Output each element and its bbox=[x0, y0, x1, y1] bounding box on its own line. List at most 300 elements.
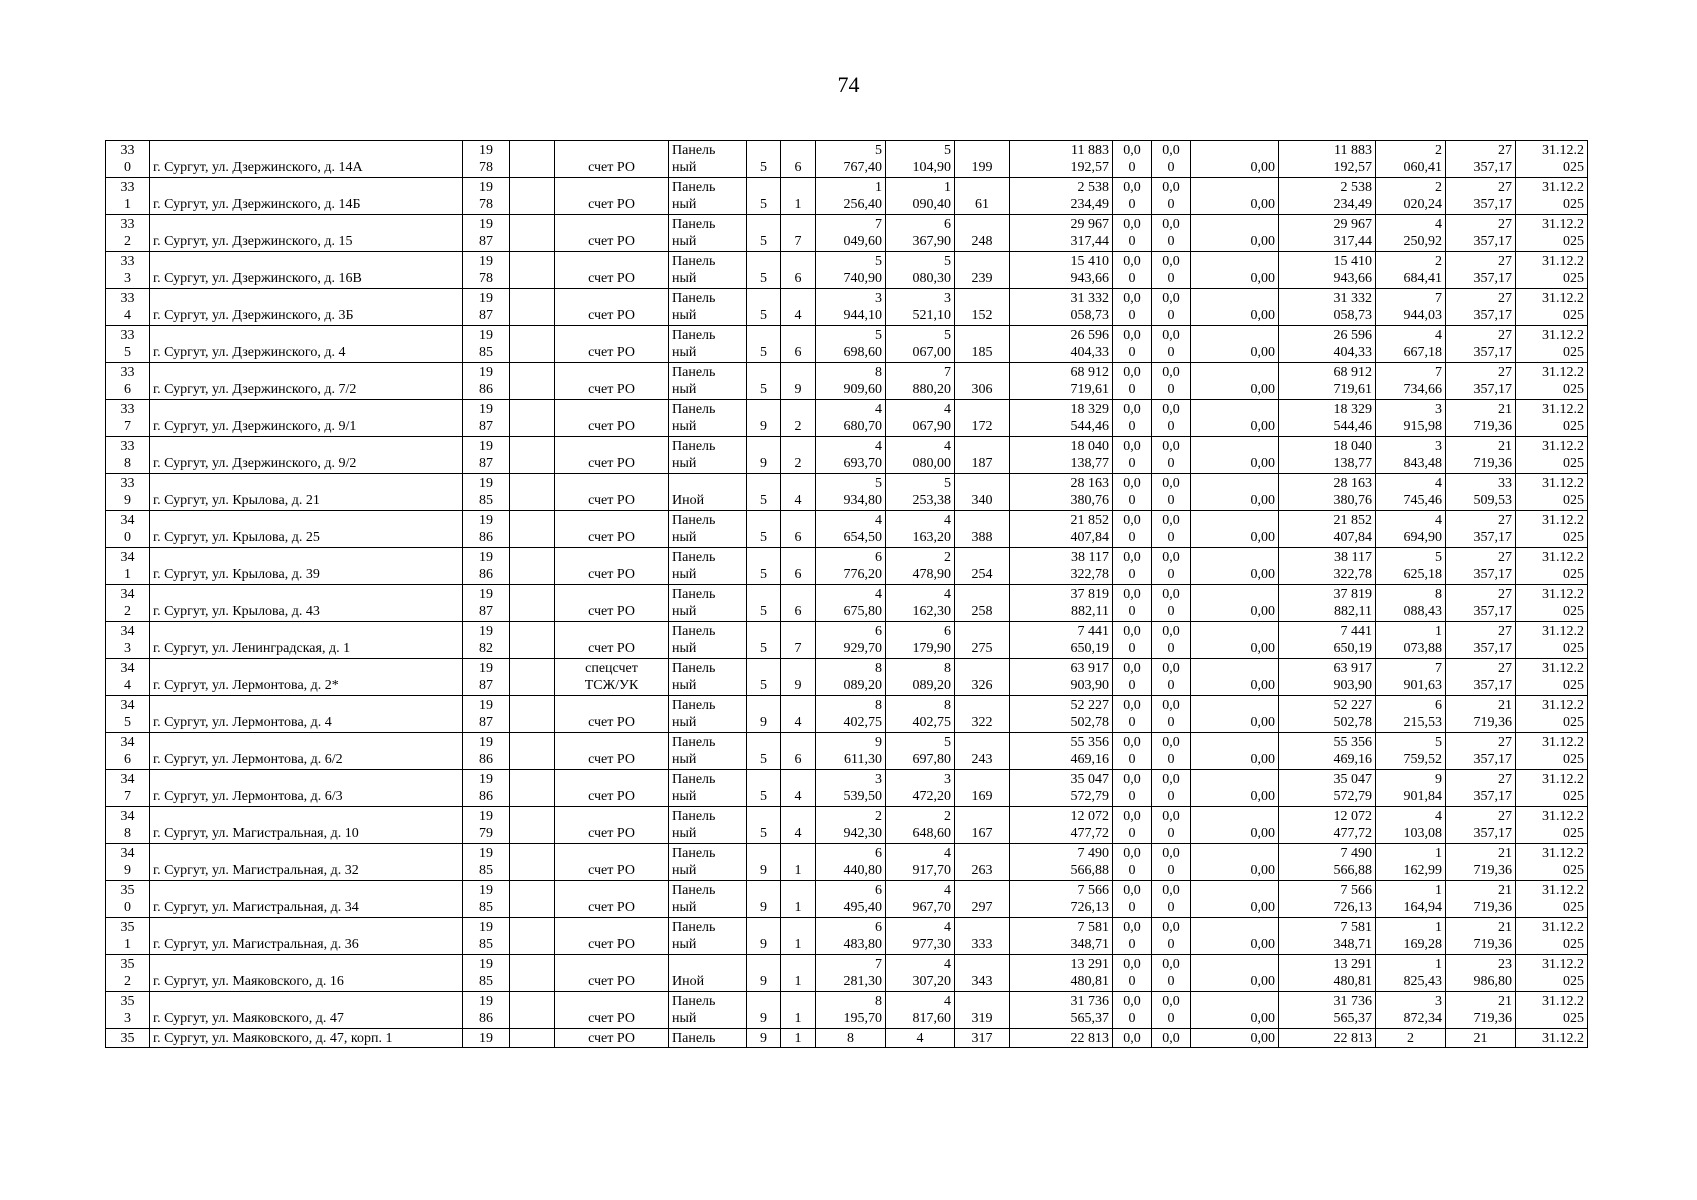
total-area-line-1: 4 bbox=[875, 439, 882, 454]
other-sources-line-1 bbox=[1194, 845, 1275, 862]
fund-share-2-line-2: 0 bbox=[1167, 715, 1175, 730]
other-sources bbox=[1191, 918, 1279, 955]
cost-per-sqm-line-2: 020,24 bbox=[1403, 197, 1442, 212]
completion-date bbox=[1516, 548, 1588, 585]
build-year-line-2: 87 bbox=[479, 419, 493, 434]
other-sources-line-1 bbox=[1194, 216, 1275, 233]
limit-cost bbox=[1446, 585, 1516, 622]
other-sources-line-1 bbox=[1194, 475, 1275, 492]
limit-cost-line-1: 33 bbox=[1498, 476, 1512, 491]
completion-date bbox=[1516, 141, 1588, 178]
cost-per-sqm bbox=[1376, 659, 1446, 696]
fund-share-1 bbox=[1113, 363, 1152, 400]
residents-line-2: 185 bbox=[971, 345, 993, 360]
wall-material bbox=[669, 955, 747, 992]
row-number-line-2: 0 bbox=[124, 530, 131, 545]
limit-cost bbox=[1446, 548, 1516, 585]
fund-share-1 bbox=[1113, 918, 1152, 955]
other-sources-line-1 bbox=[1194, 253, 1275, 270]
entrances-line-1 bbox=[784, 845, 812, 862]
other-sources-line-2: 0,00 bbox=[1250, 493, 1275, 508]
residents-line-2: 333 bbox=[971, 937, 993, 952]
total-area-line-1: 8 bbox=[875, 661, 882, 676]
other-sources bbox=[1191, 955, 1279, 992]
entrances bbox=[781, 659, 816, 696]
address-cell-line-1 bbox=[153, 956, 459, 973]
other-sources-line-1 bbox=[1194, 808, 1275, 825]
empty-cell-line-2 bbox=[513, 862, 551, 879]
cost-per-sqm-line-2: 734,66 bbox=[1403, 382, 1442, 397]
owner-funds-line-2: 566,88 bbox=[1333, 863, 1372, 878]
total-cost-line-1: 29 967 bbox=[1070, 217, 1109, 232]
owner-funds-line-1: 11 883 bbox=[1334, 143, 1372, 158]
cost-per-sqm bbox=[1376, 326, 1446, 363]
limit-cost-line-1: 27 bbox=[1498, 180, 1512, 195]
build-year: 19 bbox=[463, 1029, 510, 1048]
cost-per-sqm-line-1: 1 bbox=[1435, 883, 1442, 898]
address-cell bbox=[150, 141, 463, 178]
row-number-line-1: 33 bbox=[120, 291, 135, 306]
empty-cell-line-2 bbox=[513, 455, 551, 472]
fund-share-1 bbox=[1113, 252, 1152, 289]
total-cost-line-1: 18 329 bbox=[1070, 402, 1109, 417]
wall-material: Панель bbox=[669, 1029, 747, 1048]
floors-line-1 bbox=[750, 808, 777, 825]
total-cost-line-2: 317,44 bbox=[1070, 234, 1109, 249]
fund-account-line-2: счет РО bbox=[588, 715, 635, 730]
address-cell-line-2: г. Сургут, ул. Маяковского, д. 47 bbox=[153, 1011, 344, 1026]
total-cost bbox=[1010, 918, 1113, 955]
total-cost-line-2: 719,61 bbox=[1070, 382, 1109, 397]
row-number-line-1: 34 bbox=[120, 809, 135, 824]
entrances: 1 bbox=[781, 1029, 816, 1048]
fund-share-1-line-2: 0 bbox=[1128, 160, 1136, 175]
build-year-line-2: 87 bbox=[479, 234, 493, 249]
completion-date-line-1: 31.12.2 bbox=[1542, 402, 1584, 417]
row-number-line-1: 33 bbox=[120, 365, 135, 380]
residents-line-2: 263 bbox=[971, 863, 993, 878]
other-sources bbox=[1191, 363, 1279, 400]
build-year-line-2: 78 bbox=[479, 197, 493, 212]
other-sources bbox=[1191, 215, 1279, 252]
fund-share-1-line-2: 0 bbox=[1128, 419, 1136, 434]
living-area bbox=[886, 437, 955, 474]
residents-line-2: 297 bbox=[971, 900, 993, 915]
address-cell-line-1 bbox=[153, 253, 459, 270]
limit-cost-line-2: 357,17 bbox=[1473, 604, 1512, 619]
completion-date-line-1: 31.12.2 bbox=[1542, 994, 1584, 1009]
limit-cost-line-2: 357,17 bbox=[1473, 641, 1512, 656]
living-area bbox=[886, 659, 955, 696]
build-year bbox=[463, 844, 510, 881]
completion-date-line-2: 025 bbox=[1563, 567, 1584, 582]
floors-line-1 bbox=[750, 845, 777, 862]
fund-share-2-line-2: 0 bbox=[1167, 419, 1175, 434]
empty-cell-line-2 bbox=[513, 233, 551, 250]
cost-per-sqm-line-1: 1 bbox=[1435, 920, 1442, 935]
wall-material-line-1 bbox=[672, 475, 743, 492]
floors-line-2: 5 bbox=[760, 789, 767, 804]
empty-cell-line-2 bbox=[513, 603, 551, 620]
fund-account bbox=[555, 363, 669, 400]
limit-cost-line-1: 27 bbox=[1498, 328, 1512, 343]
address-cell-line-2: г. Сургут, ул. Крылова, д. 21 bbox=[153, 493, 320, 508]
limit-cost-line-2: 357,17 bbox=[1473, 382, 1512, 397]
completion-date bbox=[1516, 215, 1588, 252]
living-area-line-2: 402,75 bbox=[912, 715, 951, 730]
limit-cost-line-1: 21 bbox=[1498, 846, 1512, 861]
other-sources-line-1 bbox=[1194, 956, 1275, 973]
fund-share-2 bbox=[1152, 585, 1191, 622]
total-cost-line-1: 11 883 bbox=[1071, 143, 1109, 158]
empty-cell bbox=[510, 955, 555, 992]
fund-share-1-line-1: 0,0 bbox=[1123, 439, 1141, 454]
entrances-line-2: 4 bbox=[794, 789, 802, 804]
table-row bbox=[106, 622, 1588, 659]
completion-date-line-1: 31.12.2 bbox=[1542, 328, 1584, 343]
living-area-line-1: 4 bbox=[944, 957, 951, 972]
row-number-line-1: 35 bbox=[120, 994, 135, 1009]
total-cost bbox=[1010, 955, 1113, 992]
limit-cost-line-1: 21 bbox=[1498, 994, 1512, 1009]
fund-share-1-line-1: 0,0 bbox=[1123, 550, 1141, 565]
fund-account-line-2: счет РО bbox=[588, 826, 635, 841]
fund-share-1 bbox=[1113, 955, 1152, 992]
wall-material bbox=[669, 548, 747, 585]
residents-line-1 bbox=[958, 512, 1006, 529]
fund-share-2 bbox=[1152, 844, 1191, 881]
completion-date bbox=[1516, 622, 1588, 659]
entrances-line-2: 6 bbox=[794, 160, 802, 175]
row-number-line-2: 3 bbox=[124, 271, 131, 286]
residents-line-2: 187 bbox=[971, 456, 993, 471]
fund-share-2-line-2: 0 bbox=[1167, 826, 1175, 841]
fund-share-1 bbox=[1113, 992, 1152, 1029]
fund-account bbox=[555, 178, 669, 215]
empty-cell-line-1 bbox=[513, 475, 551, 492]
fund-account-line-1 bbox=[558, 623, 665, 640]
fund-account-line-1 bbox=[558, 993, 665, 1010]
residents-line-2: 61 bbox=[975, 197, 989, 212]
cost-per-sqm-line-2: 060,41 bbox=[1403, 160, 1442, 175]
fund-share-2 bbox=[1152, 992, 1191, 1029]
empty-cell bbox=[510, 363, 555, 400]
cost-per-sqm-line-1: 6 bbox=[1435, 698, 1442, 713]
wall-material-line-2: ный bbox=[672, 715, 697, 730]
fund-account-line-2: счет РО bbox=[588, 937, 635, 952]
build-year-line-1: 19 bbox=[479, 957, 493, 972]
total-area-line-1: 6 bbox=[875, 624, 882, 639]
entrances-line-2: 6 bbox=[794, 604, 802, 619]
empty-cell-line-1 bbox=[513, 253, 551, 270]
residents bbox=[955, 474, 1010, 511]
total-area bbox=[816, 511, 886, 548]
limit-cost-line-2: 357,17 bbox=[1473, 308, 1512, 323]
other-sources-line-2: 0,00 bbox=[1250, 567, 1275, 582]
total-area bbox=[816, 289, 886, 326]
address-cell-line-1 bbox=[153, 327, 459, 344]
row-number-line-2: 8 bbox=[124, 826, 131, 841]
row-number-line-2: 0 bbox=[124, 900, 131, 915]
floors-line-2: 5 bbox=[760, 752, 767, 767]
floors-line-1 bbox=[750, 438, 777, 455]
empty-cell-line-2 bbox=[513, 381, 551, 398]
build-year-line-2: 79 bbox=[479, 826, 493, 841]
floors-line-2: 5 bbox=[760, 197, 767, 212]
total-area-line-1: 6 bbox=[875, 920, 882, 935]
fund-share-1 bbox=[1113, 178, 1152, 215]
housing-register-table bbox=[105, 140, 1588, 1048]
empty-cell-line-1 bbox=[513, 956, 551, 973]
fund-share-1-line-2: 0 bbox=[1128, 678, 1136, 693]
total-cost-line-2: 943,66 bbox=[1070, 271, 1109, 286]
cost-per-sqm bbox=[1376, 844, 1446, 881]
cost-per-sqm-line-2: 625,18 bbox=[1403, 567, 1442, 582]
owner-funds bbox=[1279, 770, 1376, 807]
total-area-line-2: 089,20 bbox=[843, 678, 882, 693]
living-area-line-2: 977,30 bbox=[912, 937, 951, 952]
row-number-line-2: 9 bbox=[124, 863, 131, 878]
owner-funds bbox=[1279, 178, 1376, 215]
row-number-line-2: 2 bbox=[124, 234, 131, 249]
owner-funds-line-1: 7 566 bbox=[1340, 883, 1372, 898]
total-area-line-1: 4 bbox=[875, 587, 882, 602]
fund-account bbox=[555, 881, 669, 918]
entrances bbox=[781, 511, 816, 548]
fund-share-2-line-2: 0 bbox=[1167, 789, 1175, 804]
completion-date bbox=[1516, 918, 1588, 955]
address-cell-line-2: г. Сургут, ул. Лермонтова, д. 6/3 bbox=[153, 789, 343, 804]
entrances bbox=[781, 918, 816, 955]
wall-material-line-1: Панель bbox=[672, 920, 716, 935]
build-year bbox=[463, 696, 510, 733]
build-year-line-1: 19 bbox=[479, 365, 493, 380]
fund-share-1 bbox=[1113, 141, 1152, 178]
living-area bbox=[886, 696, 955, 733]
total-cost-line-1: 38 117 bbox=[1071, 550, 1109, 565]
address-cell-line-2: г. Сургут, ул. Дзержинского, д. 9/2 bbox=[153, 456, 357, 471]
other-sources bbox=[1191, 289, 1279, 326]
other-sources-line-2: 0,00 bbox=[1250, 160, 1275, 175]
owner-funds bbox=[1279, 733, 1376, 770]
limit-cost-line-1: 27 bbox=[1498, 550, 1512, 565]
completion-date bbox=[1516, 400, 1588, 437]
living-area-line-2: 162,30 bbox=[912, 604, 951, 619]
total-cost-line-2: 882,11 bbox=[1071, 604, 1109, 619]
fund-share-2-line-1: 0,0 bbox=[1162, 883, 1180, 898]
fund-account-line-1 bbox=[558, 290, 665, 307]
other-sources-line-1 bbox=[1194, 993, 1275, 1010]
cost-per-sqm-line-1: 2 bbox=[1435, 143, 1442, 158]
wall-material-line-2: ный bbox=[672, 863, 697, 878]
empty-cell-line-2 bbox=[513, 788, 551, 805]
residents-line-2: 152 bbox=[971, 308, 993, 323]
fund-account-line-2: счет РО bbox=[588, 604, 635, 619]
floors-line-2: 9 bbox=[760, 974, 767, 989]
total-area bbox=[816, 918, 886, 955]
fund-share-1 bbox=[1113, 622, 1152, 659]
living-area-line-2: 090,40 bbox=[912, 197, 951, 212]
empty-cell-line-1 bbox=[513, 512, 551, 529]
entrances-line-2: 1 bbox=[794, 900, 802, 915]
owner-funds-line-1: 63 917 bbox=[1333, 661, 1372, 676]
address-cell-line-2: г. Сургут, ул. Маяковского, д. 16 bbox=[153, 974, 344, 989]
row-number-line-1: 34 bbox=[120, 624, 135, 639]
completion-date-line-1: 31.12.2 bbox=[1542, 143, 1584, 158]
limit-cost-line-1: 27 bbox=[1498, 772, 1512, 787]
empty-cell-line-2 bbox=[513, 307, 551, 324]
other-sources-line-1 bbox=[1194, 364, 1275, 381]
owner-funds-line-1: 55 356 bbox=[1333, 735, 1372, 750]
residents-line-2: 199 bbox=[971, 160, 993, 175]
residents-line-1 bbox=[958, 327, 1006, 344]
wall-material-line-2: ный bbox=[672, 567, 697, 582]
floors bbox=[747, 585, 781, 622]
fund-account-line-2: счет РО bbox=[588, 1011, 635, 1026]
limit-cost-line-1: 21 bbox=[1498, 402, 1512, 417]
fund-account bbox=[555, 770, 669, 807]
fund-share-2-line-1: 0,0 bbox=[1162, 957, 1180, 972]
fund-share-1-line-2: 0 bbox=[1128, 271, 1136, 286]
fund-account bbox=[555, 437, 669, 474]
empty-cell bbox=[510, 215, 555, 252]
empty-cell-line-1 bbox=[513, 623, 551, 640]
completion-date-line-1: 31.12.2 bbox=[1542, 365, 1584, 380]
entrances-line-1 bbox=[784, 290, 812, 307]
residents-line-2: 322 bbox=[971, 715, 993, 730]
total-cost-line-2: 407,84 bbox=[1070, 530, 1109, 545]
other-sources bbox=[1191, 622, 1279, 659]
empty-cell-line-1 bbox=[513, 142, 551, 159]
row-number bbox=[106, 659, 150, 696]
fund-share-2 bbox=[1152, 326, 1191, 363]
total-cost-line-1: 7 490 bbox=[1077, 846, 1109, 861]
build-year bbox=[463, 918, 510, 955]
fund-account bbox=[555, 289, 669, 326]
cost-per-sqm bbox=[1376, 289, 1446, 326]
limit-cost bbox=[1446, 770, 1516, 807]
build-year-line-2: 85 bbox=[479, 863, 493, 878]
fund-share-1-line-1: 0,0 bbox=[1123, 624, 1141, 639]
address-cell-line-2: г. Сургут, ул. Магистральная, д. 36 bbox=[153, 937, 359, 952]
fund-share-1-line-2: 0 bbox=[1128, 974, 1136, 989]
fund-account-line-1 bbox=[558, 438, 665, 455]
residents-line-2: 319 bbox=[971, 1011, 993, 1026]
build-year bbox=[463, 548, 510, 585]
entrances-line-1 bbox=[784, 697, 812, 714]
fund-share-2-line-1: 0,0 bbox=[1162, 846, 1180, 861]
table-row bbox=[106, 844, 1588, 881]
empty-cell-line-1 bbox=[513, 586, 551, 603]
build-year bbox=[463, 992, 510, 1029]
other-sources-line-2: 0,00 bbox=[1250, 900, 1275, 915]
total-cost bbox=[1010, 511, 1113, 548]
row-number bbox=[106, 289, 150, 326]
cost-per-sqm-line-1: 8 bbox=[1435, 587, 1442, 602]
build-year-line-2: 85 bbox=[479, 974, 493, 989]
living-area-line-1: 5 bbox=[944, 143, 951, 158]
living-area-line-1: 5 bbox=[944, 476, 951, 491]
cost-per-sqm bbox=[1376, 955, 1446, 992]
limit-cost bbox=[1446, 733, 1516, 770]
fund-account bbox=[555, 511, 669, 548]
living-area bbox=[886, 585, 955, 622]
total-area-line-2: 281,30 bbox=[843, 974, 882, 989]
total-cost-line-2: 726,13 bbox=[1070, 900, 1109, 915]
entrances-line-2: 9 bbox=[794, 382, 802, 397]
limit-cost-line-1: 27 bbox=[1498, 735, 1512, 750]
floors-line-2: 9 bbox=[760, 456, 767, 471]
fund-share-2-line-2: 0 bbox=[1167, 234, 1175, 249]
total-cost-line-2: 480,81 bbox=[1070, 974, 1109, 989]
fund-account-line-2: счет РО bbox=[588, 234, 635, 249]
fund-share-2-line-2: 0 bbox=[1167, 493, 1175, 508]
total-area-line-1: 5 bbox=[875, 328, 882, 343]
cost-per-sqm-line-2: 684,41 bbox=[1403, 271, 1442, 286]
total-cost-line-2: 650,19 bbox=[1070, 641, 1109, 656]
fund-share-2-line-1: 0,0 bbox=[1162, 328, 1180, 343]
cost-per-sqm-line-2: 164,94 bbox=[1403, 900, 1442, 915]
total-cost bbox=[1010, 437, 1113, 474]
living-area-line-1: 6 bbox=[944, 624, 951, 639]
fund-share-2-line-1: 0,0 bbox=[1162, 587, 1180, 602]
address-cell-line-1 bbox=[153, 919, 459, 936]
row-number-line-1: 35 bbox=[120, 883, 135, 898]
empty-cell-line-1 bbox=[513, 401, 551, 418]
row-number bbox=[106, 918, 150, 955]
cost-per-sqm bbox=[1376, 252, 1446, 289]
table-row bbox=[106, 289, 1588, 326]
total-area-line-2: 402,75 bbox=[843, 715, 882, 730]
fund-share-2-line-2: 0 bbox=[1167, 900, 1175, 915]
total-cost bbox=[1010, 807, 1113, 844]
living-area-line-1: 7 bbox=[944, 365, 951, 380]
owner-funds-line-1: 18 040 bbox=[1333, 439, 1372, 454]
entrances-line-2: 2 bbox=[794, 456, 802, 471]
total-cost-line-1: 28 163 bbox=[1070, 476, 1109, 491]
living-area-line-1: 4 bbox=[944, 402, 951, 417]
build-year-line-2: 87 bbox=[479, 308, 493, 323]
living-area-line-2: 917,70 bbox=[912, 863, 951, 878]
entrances bbox=[781, 178, 816, 215]
row-number-line-1: 33 bbox=[120, 217, 135, 232]
fund-share-1 bbox=[1113, 844, 1152, 881]
floors bbox=[747, 326, 781, 363]
empty-cell-line-2 bbox=[513, 677, 551, 694]
completion-date-line-2: 025 bbox=[1563, 604, 1584, 619]
owner-funds bbox=[1279, 437, 1376, 474]
table-row bbox=[106, 881, 1588, 918]
wall-material-line-1: Панель bbox=[672, 143, 716, 158]
cost-per-sqm-line-2: 073,88 bbox=[1403, 641, 1442, 656]
table-row bbox=[106, 733, 1588, 770]
row-number-line-1: 35 bbox=[120, 920, 135, 935]
owner-funds bbox=[1279, 696, 1376, 733]
total-area-line-2: 049,60 bbox=[843, 234, 882, 249]
total-cost bbox=[1010, 215, 1113, 252]
build-year-line-1: 19 bbox=[479, 994, 493, 1009]
limit-cost bbox=[1446, 918, 1516, 955]
entrances bbox=[781, 696, 816, 733]
wall-material-line-2: ный bbox=[672, 160, 697, 175]
row-number-line-2: 7 bbox=[124, 419, 131, 434]
owner-funds bbox=[1279, 807, 1376, 844]
fund-account-line-1 bbox=[558, 808, 665, 825]
fund-share-1 bbox=[1113, 881, 1152, 918]
table-row bbox=[106, 326, 1588, 363]
wall-material-line-1: Панель bbox=[672, 772, 716, 787]
living-area-line-1: 8 bbox=[944, 661, 951, 676]
